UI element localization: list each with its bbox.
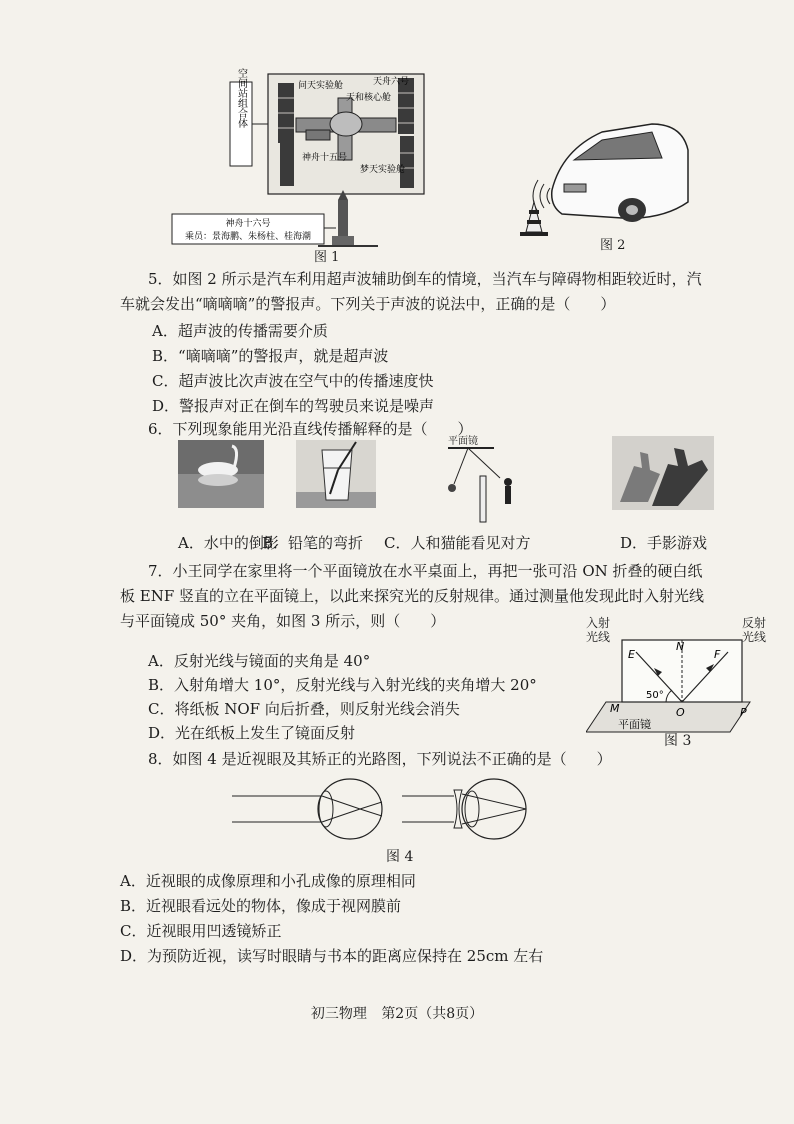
figure-1-caption: 图 1: [314, 250, 340, 265]
q7-option-d: D．光在纸板上发生了镜面反射: [148, 724, 356, 742]
q5-option-c: C．超声波比次声波在空气中的传播速度快: [152, 372, 434, 390]
label-tianzhou: 天舟六号: [373, 77, 410, 87]
q8-option-b: B．近视眼看远处的物体，像成于视网膜前: [120, 897, 402, 915]
figure-2-car-reversing: [512, 110, 692, 255]
q8-option-d: D．为预防近视，读写时眼睛与书本的距离应保持在 25cm 左右: [120, 947, 544, 965]
q5-option-b: B．“嘀嘀嘀”的警报声，就是超声波: [152, 347, 389, 365]
label-mirror: 平面镜: [618, 718, 651, 731]
q5-stem-line2: 车就会发出“嘀嘀嘀”的警报声。下列关于声波的说法中，正确的是（ ）: [120, 295, 616, 313]
q5-stem-line1: 5．如图 2 所示是汽车利用超声波辅助倒车的情境，当汽车与障碍物相距较近时，汽: [148, 270, 702, 288]
side-label: 空间站组合体: [235, 68, 247, 128]
q6-image-b-pencil: [296, 440, 376, 508]
label-angle: 50°: [646, 690, 664, 701]
label-E: E: [628, 648, 635, 661]
label-incident-2: 光线: [586, 630, 611, 644]
q6-image-c-mirror: [438, 432, 528, 524]
q7-stem-line2: 板 ENF 竖直的立在平面镜上，以此来探究光的反射规律。通过测量他发现此时入射光线: [120, 587, 705, 605]
label-F: F: [714, 648, 721, 661]
footer-page-number: 第2页（共8页）: [381, 1006, 484, 1022]
q6-option-b: B．铅笔的弯折: [262, 534, 364, 552]
q7-option-b: B．入射角增大 10°，反射光线与入射光线的夹角增大 20°: [148, 676, 537, 694]
q6-mirror-label: 平面镜: [448, 436, 478, 447]
page-footer: [0, 1003, 794, 1023]
label-mengtian: 梦天实验舱: [360, 165, 406, 175]
label-shenzhou16: 神舟十六号: [225, 219, 271, 229]
myopia-diagram: [232, 776, 532, 842]
q8-option-a: A．近视眼的成像原理和小孔成像的原理相同: [120, 872, 416, 890]
q8-stem: 8．如图 4 是近视眼及其矫正的光路图，下列说法不正确的是（ ）: [148, 750, 612, 768]
q5-option-a: A．超声波的传播需要介质: [152, 322, 328, 340]
label-tianhe: 天和核心舱: [346, 93, 392, 103]
label-shenzhou15: 神舟十五号: [302, 153, 348, 163]
q6-image-d-hand-shadow: [612, 436, 714, 510]
figure-4-myopia: [232, 776, 532, 842]
figure-1-space-station: [168, 68, 428, 263]
label-wentian: 问天实验舱: [298, 81, 344, 91]
label-crew: 乘员：景海鹏、朱杨柱、桂海潮: [184, 232, 312, 242]
figure-2-caption: 图 2: [600, 238, 626, 253]
label-O: O: [676, 706, 685, 719]
q7-option-a: A．反射光线与镜面的夹角是 40°: [148, 652, 371, 670]
figure-3-caption: 图 3: [664, 733, 692, 749]
label-reflect-2: 光线: [742, 630, 767, 644]
q6-option-c: C．人和猫能看见对方: [384, 534, 531, 552]
figure-4-caption: 图 4: [386, 849, 414, 865]
label-reflect-1: 反射: [742, 616, 767, 630]
label-N: N: [676, 640, 685, 653]
label-incident-1: 入射: [586, 616, 611, 630]
q5-option-d: D．警报声对正在倒车的驾驶员来说是噪声: [152, 397, 435, 415]
q7-stem-line1: 7．小王同学在家里将一个平面镜放在水平桌面上，再把一张可沿 ON 折叠的硬白纸: [148, 562, 703, 580]
q7-stem-line3: 与平面镜成 50° 夹角，如图 3 所示，则（ ）: [120, 612, 446, 630]
label-M: M: [610, 702, 620, 715]
q6-stem: 6．下列现象能用光沿直线传播解释的是（ ）: [148, 420, 473, 438]
q6-option-d: D．手影游戏: [620, 534, 708, 552]
space-station-illustration: [168, 68, 428, 263]
q6-image-a-swan: [178, 440, 264, 508]
q6-option-a: A．水中的倒影: [178, 534, 279, 552]
label-P: P: [740, 706, 747, 719]
footer-subject: 初三物理: [310, 1006, 367, 1022]
q8-option-c: C．近视眼用凹透镜矫正: [120, 922, 282, 940]
q7-option-c: C．将纸板 NOF 向后折叠，则反射光线会消失: [148, 700, 460, 718]
